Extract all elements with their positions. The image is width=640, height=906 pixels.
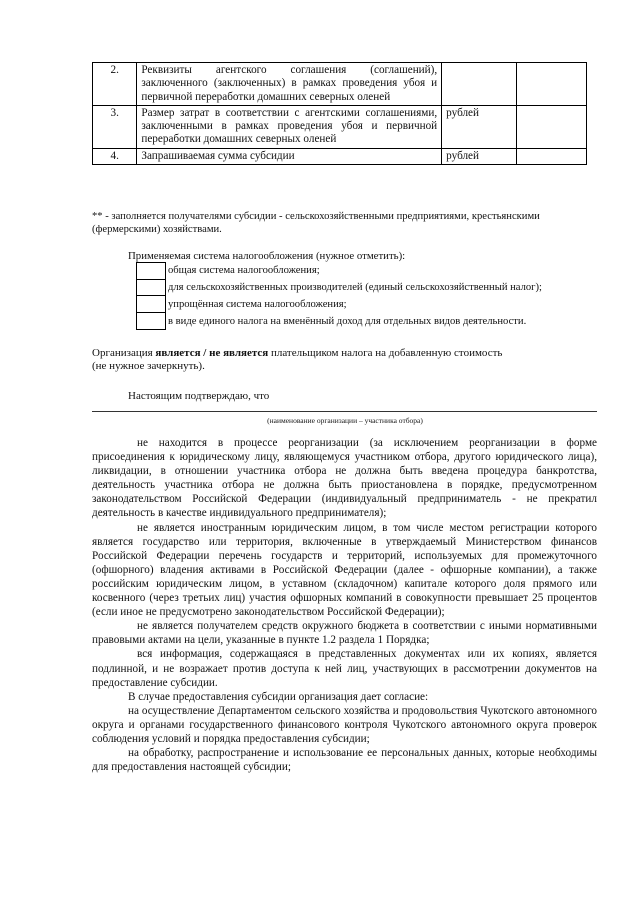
tax-option-agricultural[interactable] <box>136 279 542 296</box>
table-row <box>93 105 587 148</box>
row-value-cell <box>517 63 587 106</box>
row-description: Реквизиты агентского соглашения (соглашений), заключенного (заключенных) в рамках проведения убоя и первичной переработки домашних северных оленей <box>137 63 442 106</box>
row-value-cell <box>517 148 587 164</box>
row-number: 3. <box>93 105 137 148</box>
row-unit <box>442 63 517 106</box>
consent-paragraph: на обработку, распространение и использование ее персональных данных, которые необходимы для предоставления настоящей субсидии; <box>92 747 597 774</box>
row-description: Запрашиваемая сумма субсидии <box>137 148 442 164</box>
vat-note: (не нужное зачеркнуть). <box>92 360 205 372</box>
tax-option-checkbox[interactable] <box>136 296 166 313</box>
vat-statement <box>92 347 502 373</box>
row-value-cell <box>517 105 587 148</box>
declaration-paragraph: не является иностранным юридическим лицом, в том числе местом регистрации которого является государство или территория, включенные в утверждаемый Министерством финансов Российской Федерации перечень государств и территорий, используемых для промежуточного (офшорного) владения активами в Российской Федерации (далее - офшорные компании), а также российским юридическим лицом, в уставном (складочном) капитале которого доля прямого или косвенного (через третьих лиц) участия офшорных компаний в совокупности превышает 25 процентов (если иное не предусмотрено законодательством Российской Федерации); <box>92 521 597 619</box>
tax-option-checkbox[interactable] <box>136 313 166 330</box>
declaration-paragraph: вся информация, содержащаяся в представленных документах или их копиях, является подлинной, и не возражает против доступа к ней лиц, участвующих в рассмотрении документов на предоставление субсидии. <box>92 648 597 689</box>
row-number: 2. <box>93 63 137 106</box>
consent-paragraph: на осуществление Департаментом сельского хозяйства и продовольствия Чукотского автономного округа и органами государственного финансового контроля Чукотского автономного округа проверок соблюдения условий и порядка предоставления субсидии; <box>92 704 597 745</box>
vat-suffix: плательщиком налога на добавленную стоимость <box>268 347 503 359</box>
row-unit: рублей <box>442 148 517 164</box>
confirm-intro: Настоящим подтверждаю, что <box>128 390 270 402</box>
tax-option-simplified[interactable] <box>136 296 542 313</box>
declaration-paragraph: не является получателем средств окружного бюджета в соответствии с иными нормативными правовыми актами на цели, указанные в пункте 1.2 раздела 1 Порядка; <box>92 620 597 647</box>
tax-option-label: общая система налогообложения; <box>168 265 320 276</box>
consent-intro: В случае предоставления субсидии организация дает согласие: <box>128 690 429 703</box>
organization-name-caption: (наименование организации – участника отбора) <box>267 416 423 425</box>
vat-prefix: Организация <box>92 347 156 359</box>
subsidy-table <box>92 62 587 165</box>
tax-option-imputed[interactable] <box>136 313 542 330</box>
tax-option-label: упрощённая система налогообложения; <box>168 299 347 310</box>
declaration-paragraph: не находится в процессе реорганизации (за исключением реорганизации в форме присоединения к юридическому лицу, являющемуся участником отбора, другого юридического лица), ликвидации, в отношении участника отбора не должна быть введена процедура банкротства, деятельность участника отбора не должна быть приостановлена в порядке, предусмотренном законодательством Российской Федерации (индивидуальный предприниматель - не прекратил деятельность в качестве индивидуального предпринимателя); <box>92 437 597 520</box>
tax-option-general[interactable] <box>136 262 542 279</box>
table-row <box>93 148 587 164</box>
organization-name-line[interactable] <box>92 411 597 412</box>
tax-option-label: в виде единого налога на вменённый доход для отдельных видов деятельности. <box>168 316 527 327</box>
tax-system-title: Применяемая система налогообложения (нужное отметить): <box>128 250 406 262</box>
footnote: ** - заполняется получателями субсидии - сельскохозяйственными предприятиями, крестьянскими (фермерскими) хозяйствами. <box>92 211 540 235</box>
row-number: 4. <box>93 148 137 164</box>
declaration-body <box>92 436 597 774</box>
table-row <box>93 63 587 106</box>
vat-choice: является / не является <box>155 347 269 359</box>
tax-option-checkbox[interactable] <box>136 262 166 280</box>
row-description: Размер затрат в соответствии с агентскими соглашениями, заключенными в рамках проведения убоя и первичной переработки домашних северных оленей <box>137 105 442 148</box>
tax-option-checkbox[interactable] <box>136 279 166 296</box>
tax-system-options <box>136 262 542 330</box>
tax-option-label: для сельскохозяйственных производителей (единый сельскохозяйственный налог); <box>168 282 542 293</box>
row-unit: рублей <box>442 105 517 148</box>
